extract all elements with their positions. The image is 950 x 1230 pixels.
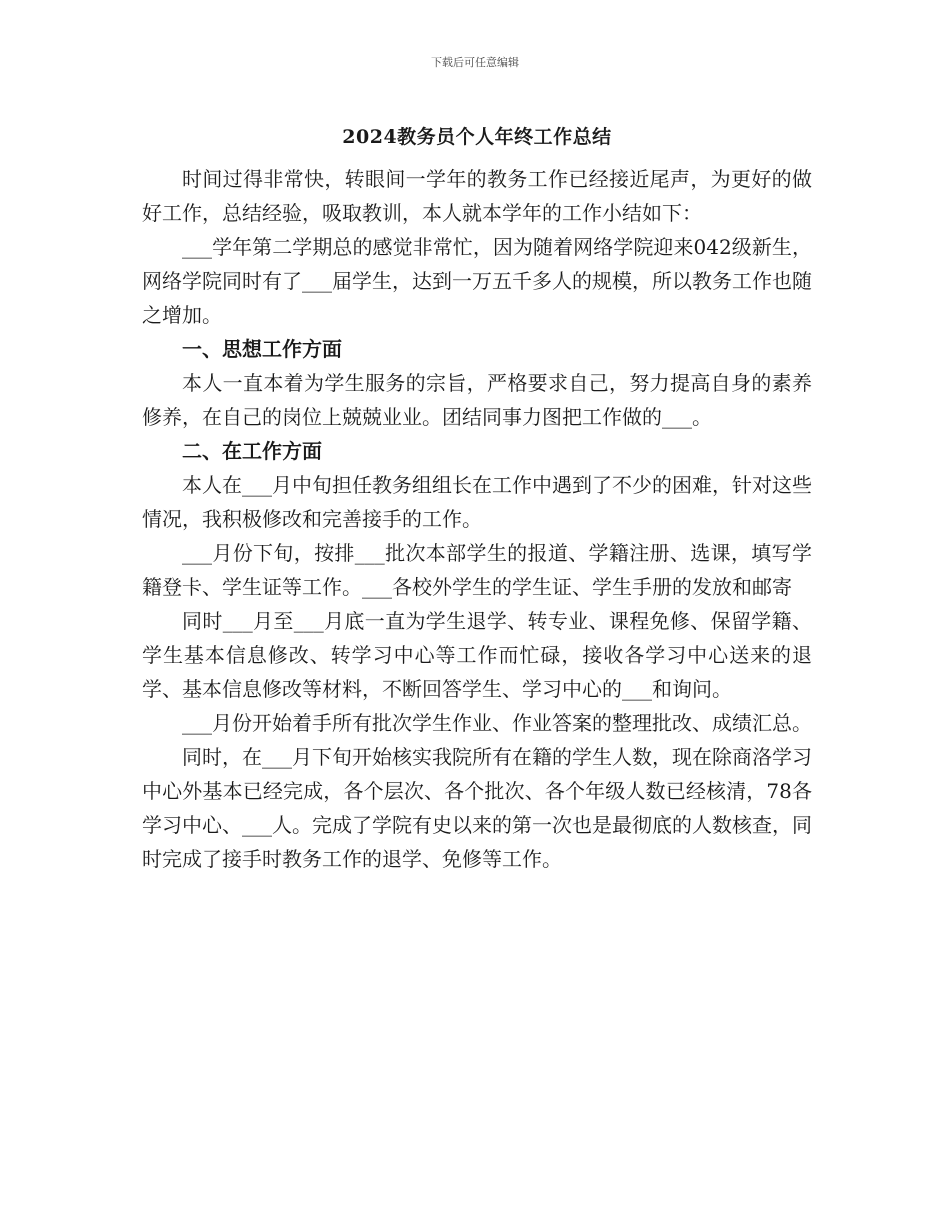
section-heading-thought: 一、思想工作方面: [182, 337, 342, 361]
paragraph-work-leader: 本人在___月中旬担任教务组组长在工作中遇到了不少的困难，针对这些情况，我积极修改和完善接手的工作。: [142, 473, 812, 531]
document-title: 2024教务员个人年终工作总结: [342, 126, 612, 148]
header-note: 下载后可任意编辑: [431, 56, 519, 69]
paragraph-thought: 本人一直本着为学生服务的宗旨，严格要求自己，努力提高自身的素养修养，在自己的岗位上兢兢业业。团结同事力图把工作做的___。: [142, 371, 812, 429]
section-heading-work: 二、在工作方面: [182, 439, 322, 463]
paragraph-semester: ___学年第二学期总的感觉非常忙，因为随着网络学院迎来042级新生，网络学院同时有了___届学生，达到一万五千多人的规模，所以教务工作也随之增加。: [142, 235, 812, 327]
paragraph-work-homework: ___月份开始着手所有批次学生作业、作业答案的整理批改、成绩汇总。: [182, 711, 812, 735]
paragraph-work-headcount: 同时，在___月下旬开始核实我院所有在籍的学生人数，现在除商洛学习中心外基本已经完成，各个层次、各个批次、各个年级人数已经核清，78各学习中心、___人。完成了学院有史以来的第一次也是最彻底的人数核查，同时完成了接手时教务工作的退学、免修等工作。: [142, 745, 812, 871]
paragraph-work-registration: ___月份下旬，按排___批次本部学生的报道、学籍注册、选课，填写学籍登卡、学生证等工作。___各校外学生的学生证、学生手册的发放和邮寄: [142, 541, 812, 599]
paragraph-intro: 时间过得非常快，转眼间一学年的教务工作已经接近尾声，为更好的做好工作，总结经验，吸取教训，本人就本学年的工作小结如下：: [142, 167, 812, 225]
document-body: [142, 122, 812, 876]
paragraph-work-withdrawal: 同时___月至___月底一直为学生退学、转专业、课程免修、保留学籍、学生基本信息修改、转学习中心等工作而忙碌，接收各学习中心送来的退学、基本信息修改等材料，不断回答学生、学习中心的___和询问。: [142, 609, 812, 701]
